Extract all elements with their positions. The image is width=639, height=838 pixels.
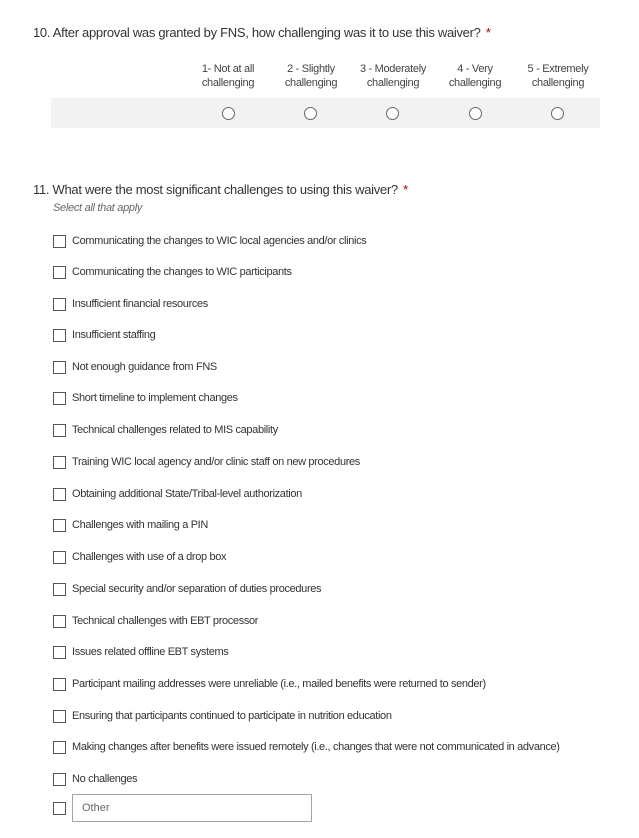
option-mailing-pin[interactable] [53,516,208,534]
checkbox[interactable] [53,235,66,248]
option-label: Challenges with mailing a PIN [72,519,208,531]
scale-label-4: 4 - Very challenging [448,63,502,89]
checkbox[interactable] [53,710,66,723]
option-label: Technical challenges related to MIS capability [72,424,278,436]
option-label: Insufficient staffing [72,329,156,341]
checkbox[interactable] [53,583,66,596]
option-state-tribal-authorization[interactable] [53,485,302,503]
required-marker: * [485,25,491,40]
option-label: Not enough guidance from FNS [72,361,217,373]
option-offline-ebt[interactable] [53,643,228,661]
checkbox[interactable] [53,551,66,564]
option-nutrition-education[interactable] [53,707,392,725]
option-label: Making changes after benefits were issued remotely (i.e., changes that were not communicated in advance) [72,741,560,753]
option-ebt-processor[interactable] [53,612,258,630]
question-11-number: 11. [33,182,50,197]
option-label: Challenges with use of a drop box [72,551,227,563]
option-unreliable-addresses[interactable] [53,675,486,693]
checkbox[interactable] [53,488,66,501]
checkbox[interactable] [53,456,66,469]
option-label: Special security and/or separation of duties procedures [72,583,322,595]
checkbox[interactable] [53,329,66,342]
option-security-procedures[interactable] [53,580,321,598]
option-label: Technical challenges with EBT processor [72,615,259,627]
radio-extremely-challenging[interactable] [551,107,564,120]
checkbox[interactable] [53,615,66,628]
option-not-enough-guidance[interactable] [53,358,217,376]
option-communicating-participants[interactable] [53,263,292,281]
checkbox[interactable] [53,678,66,691]
option-mis-capability[interactable] [53,421,278,439]
option-label: Training WIC local agency and/or clinic staff on new procedures [72,456,360,468]
checkbox[interactable] [53,519,66,532]
radio-slightly-challenging[interactable] [304,107,317,120]
question-10-number: 10. [33,25,51,40]
checkbox[interactable] [53,266,66,279]
scale-label-3: 3 - Moderately challenging [359,63,427,89]
option-insufficient-staffing[interactable] [53,326,155,344]
radio-moderately-challenging[interactable] [386,107,399,120]
option-no-challenges[interactable] [53,770,137,788]
checkbox[interactable] [53,646,66,659]
option-label: Short timeline to implement changes [72,392,238,404]
checkbox[interactable] [53,741,66,754]
option-changes-after-issuance[interactable] [53,738,560,756]
question-11-text: What were the most significant challenges to using this waiver? [52,182,398,197]
checkbox[interactable] [53,298,66,311]
option-communicating-local-agencies[interactable] [53,232,366,250]
checkbox[interactable] [53,802,66,815]
question-11-title [33,182,408,197]
checkbox[interactable] [53,424,66,437]
option-label: Communicating the changes to WIC participants [72,266,292,278]
question-10-text: After approval was granted by FNS, how challenging was it to use this waiver? [52,25,481,40]
scale-label-5: 5 - Extremely challenging [527,63,589,89]
required-marker: * [403,182,408,197]
checkbox[interactable] [53,773,66,786]
scale-label-2: 2 - Slightly challenging [284,63,338,89]
option-label: Participant mailing addresses were unreliable (i.e., mailed benefits were returned to sender) [72,678,486,690]
question-10-title [33,25,491,40]
option-label: Obtaining additional State/Tribal-level authorization [72,488,302,500]
option-drop-box[interactable] [53,548,226,566]
question-11-hint: Select all that apply [53,202,143,214]
scale-label-1: 1- Not at all challenging [201,63,255,89]
option-label: Issues related offline EBT systems [72,646,229,658]
option-label: Insufficient financial resources [72,298,208,310]
option-label: No challenges [72,773,138,785]
option-label: Ensuring that participants continued to participate in nutrition education [72,710,392,722]
option-label: Communicating the changes to WIC local agencies and/or clinics [72,235,367,247]
other-text-field[interactable] [72,794,312,822]
likert-radio-row [51,98,600,128]
option-insufficient-financial-resources[interactable] [53,295,208,313]
radio-not-at-all-challenging[interactable] [222,107,235,120]
option-other[interactable] [53,799,66,817]
checkbox[interactable] [53,392,66,405]
option-short-timeline[interactable] [53,389,238,407]
likert-scale-header [0,62,639,94]
option-training-staff[interactable] [53,453,360,471]
radio-very-challenging[interactable] [469,107,482,120]
checkbox[interactable] [53,361,66,374]
